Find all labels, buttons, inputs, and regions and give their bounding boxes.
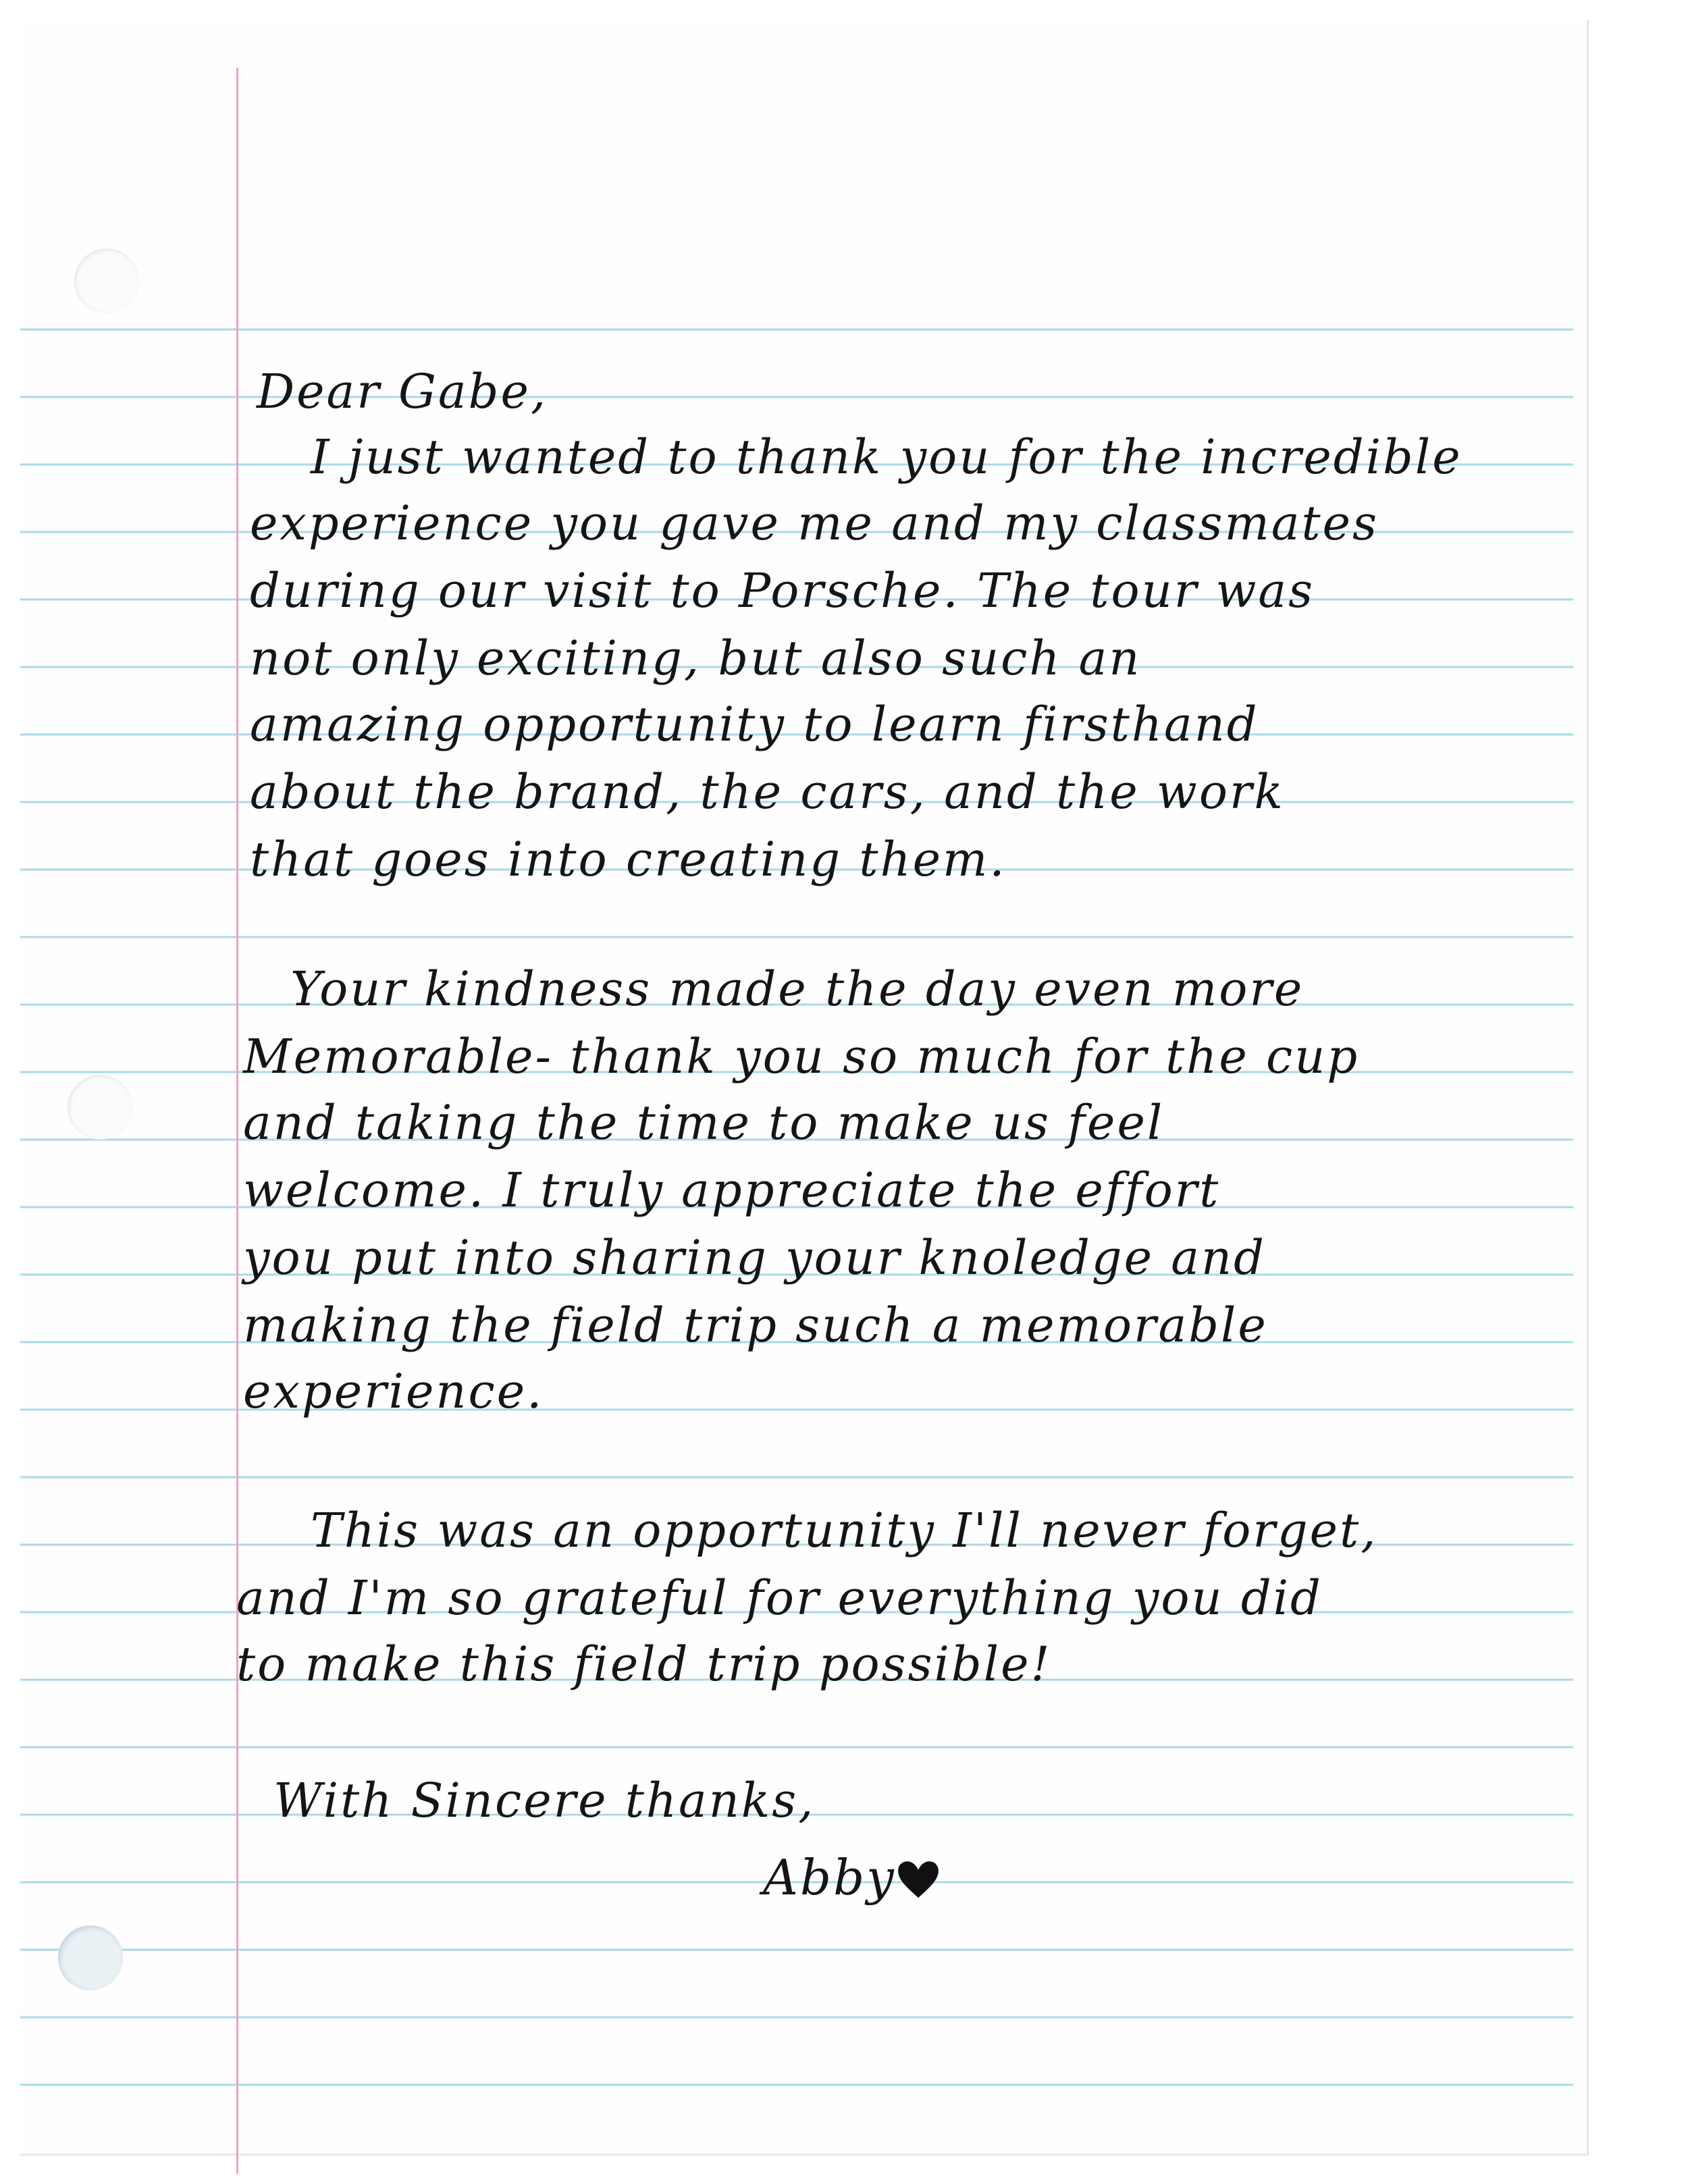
paragraph-line: experience. [243, 1364, 544, 1419]
paragraph-line: about the brand, the cars, and the work [250, 764, 1285, 820]
paragraph-line: welcome. I truly appreciate the effort [243, 1163, 1221, 1218]
heart-icon [895, 1855, 942, 1902]
paragraph-line: you put into sharing your knoledge and [243, 1230, 1266, 1285]
paragraph-line: experience you gave me and my classmates [250, 496, 1379, 551]
paragraph-line: I just wanted to thank you for the incredible [311, 429, 1462, 485]
punch-hole-top [74, 248, 139, 313]
paragraph-line: and taking the time to make us feel [243, 1095, 1165, 1150]
paragraph-line: This was an opportunity I'll never forget, [311, 1503, 1378, 1558]
paragraph-line: and I'm so grateful for everything you did [236, 1570, 1323, 1626]
paragraph-line: not only exciting, but also such an [250, 631, 1142, 686]
paragraph-line: making the field trip such a memorable [243, 1298, 1268, 1353]
letter-closing: With Sincere thanks, [273, 1773, 816, 1828]
signature: Abby [763, 1849, 896, 1906]
margin-line [236, 68, 238, 2174]
paragraph-line: Memorable- thank you so much for the cup [243, 1029, 1360, 1084]
paragraph-line: Your kindness made the day even more [290, 961, 1304, 1017]
punch-hole-bottom [58, 1925, 123, 1990]
punch-hole-middle [68, 1075, 132, 1140]
paragraph-line: to make this field trip possible! [236, 1636, 1052, 1692]
paragraph-line: during our visit to Porsche. The tour was [250, 563, 1315, 618]
letter-greeting: Dear Gabe, [257, 364, 548, 419]
paragraph-line: amazing opportunity to learn firsthand [250, 697, 1259, 752]
paragraph-line: that goes into creating them. [250, 832, 1007, 887]
